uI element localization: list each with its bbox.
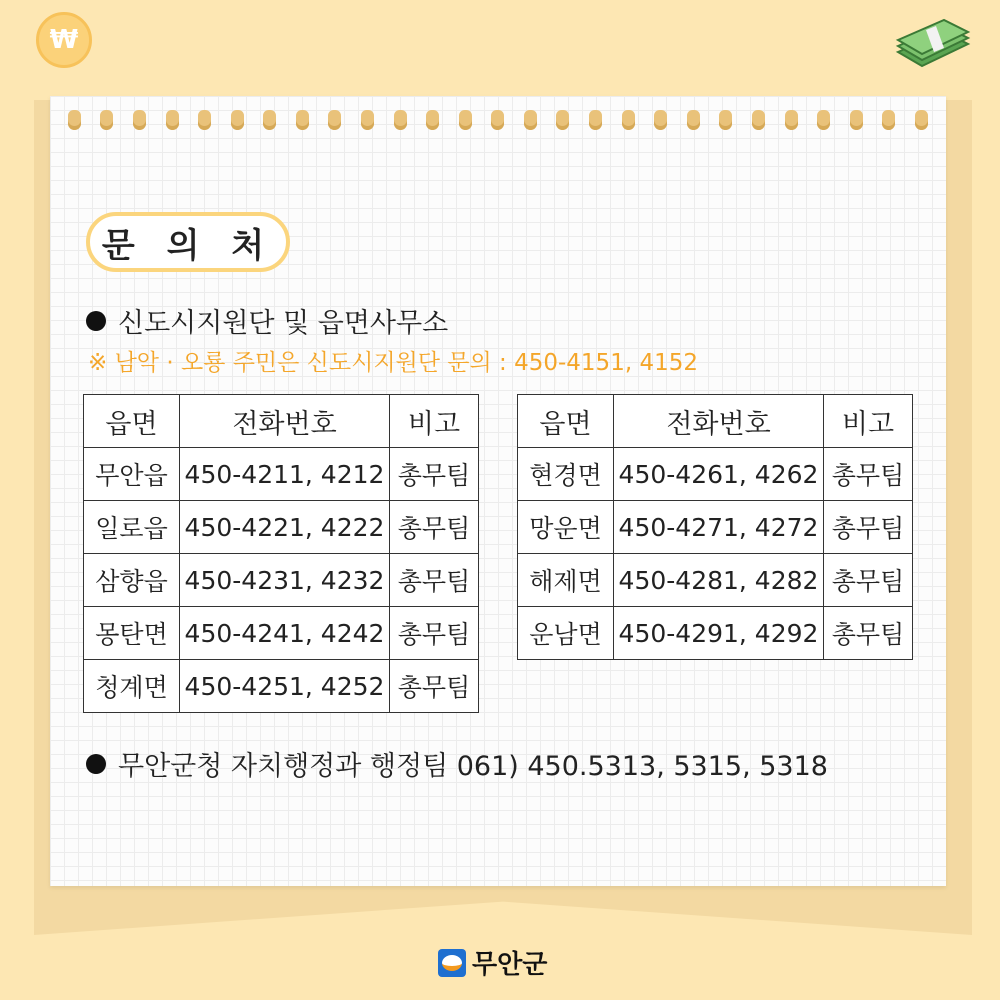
phone-cell: 450-4221, 4222 xyxy=(180,501,390,554)
binder-hole xyxy=(589,110,602,130)
binder-hole xyxy=(850,110,863,130)
column-header: 비고 xyxy=(824,395,913,448)
bullet-icon xyxy=(86,311,106,331)
column-header: 전화번호 xyxy=(180,395,390,448)
note-cell: 총무팀 xyxy=(824,501,913,554)
binder-hole xyxy=(100,110,113,130)
binder-hole xyxy=(198,110,211,130)
binder-hole xyxy=(426,110,439,130)
table-row xyxy=(84,501,479,554)
column-header: 읍면 xyxy=(84,395,180,448)
binder-hole xyxy=(166,110,179,130)
table-row xyxy=(518,554,913,607)
town-cell: 삼향읍 xyxy=(84,554,180,607)
section-contact-hq xyxy=(86,744,828,783)
phone-cell: 450-4251, 4252 xyxy=(180,660,390,713)
hq-contact-text: 무안군청 자치행정과 행정팀 061) 450.5313, 5315, 5318 xyxy=(118,751,828,782)
table-row xyxy=(518,448,913,501)
notice-text: ※ 남악 · 오룡 주민은 신도시지원단 문의 : 450-4151, 4152 xyxy=(88,350,698,376)
phone-cell: 450-4261, 4262 xyxy=(614,448,824,501)
town-cell: 현경면 xyxy=(518,448,614,501)
column-header: 읍면 xyxy=(518,395,614,448)
binder-hole xyxy=(361,110,374,130)
county-logo xyxy=(438,944,547,981)
contact-table-left xyxy=(83,394,479,713)
column-header: 전화번호 xyxy=(614,395,824,448)
table-row xyxy=(84,660,479,713)
table-row xyxy=(84,554,479,607)
binder-hole xyxy=(328,110,341,130)
page-title: 문 의 처 xyxy=(86,212,290,272)
binder-hole xyxy=(296,110,309,130)
binder-hole xyxy=(622,110,635,130)
town-cell: 일로읍 xyxy=(84,501,180,554)
phone-cell: 450-4271, 4272 xyxy=(614,501,824,554)
binder-hole xyxy=(68,110,81,130)
binder-hole xyxy=(882,110,895,130)
section-heading-offices xyxy=(86,301,448,340)
binder-hole xyxy=(752,110,765,130)
binder-hole xyxy=(459,110,472,130)
cash-stack-icon xyxy=(892,14,972,74)
town-cell: 청계면 xyxy=(84,660,180,713)
phone-cell: 450-4211, 4212 xyxy=(180,448,390,501)
binder-hole xyxy=(817,110,830,130)
bullet-icon xyxy=(86,754,106,774)
table-row xyxy=(518,607,913,660)
binder-hole xyxy=(524,110,537,130)
phone-cell: 450-4291, 4292 xyxy=(614,607,824,660)
table-row xyxy=(84,448,479,501)
table-row xyxy=(84,607,479,660)
table-header-row xyxy=(518,395,913,448)
binder-hole xyxy=(785,110,798,130)
binder-hole xyxy=(491,110,504,130)
binder-hole xyxy=(263,110,276,130)
note-cell: 총무팀 xyxy=(390,501,479,554)
town-cell: 무안읍 xyxy=(84,448,180,501)
section-heading-text: 신도시지원단 및 읍면사무소 xyxy=(118,308,449,339)
binder-hole xyxy=(687,110,700,130)
binder-hole xyxy=(133,110,146,130)
note-cell: 총무팀 xyxy=(390,554,479,607)
table-header-row xyxy=(84,395,479,448)
binder-hole xyxy=(915,110,928,130)
town-cell: 몽탄면 xyxy=(84,607,180,660)
binder-hole xyxy=(719,110,732,130)
note-cell: 총무팀 xyxy=(390,607,479,660)
binder-hole xyxy=(231,110,244,130)
binder-hole xyxy=(556,110,569,130)
note-cell: 총무팀 xyxy=(824,448,913,501)
town-cell: 해제면 xyxy=(518,554,614,607)
binder-hole xyxy=(654,110,667,130)
binder-holes xyxy=(50,110,946,140)
note-cell: 총무팀 xyxy=(390,660,479,713)
town-cell: 운남면 xyxy=(518,607,614,660)
note-cell: 총무팀 xyxy=(824,607,913,660)
contact-table-right xyxy=(517,394,913,660)
phone-cell: 450-4281, 4282 xyxy=(614,554,824,607)
binder-hole xyxy=(394,110,407,130)
logo-text: 무안군 xyxy=(472,950,548,980)
won-coin-icon: ₩ xyxy=(36,12,92,68)
note-cell: 총무팀 xyxy=(824,554,913,607)
column-header: 비고 xyxy=(390,395,479,448)
county-emblem-icon xyxy=(438,949,466,977)
phone-cell: 450-4231, 4232 xyxy=(180,554,390,607)
phone-cell: 450-4241, 4242 xyxy=(180,607,390,660)
note-cell: 총무팀 xyxy=(390,448,479,501)
table-row xyxy=(518,501,913,554)
town-cell: 망운면 xyxy=(518,501,614,554)
